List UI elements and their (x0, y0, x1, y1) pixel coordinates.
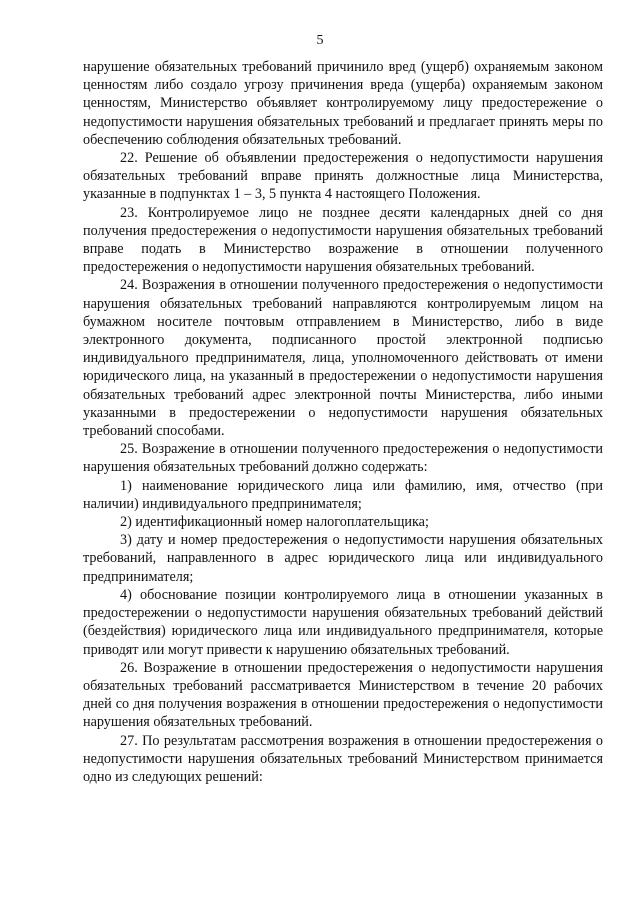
paragraph-continuation: нарушение обязательных требований причинило вред (ущерб) охраняемым законом ценностям либо создало угрозу причинения вреда (ущерба) охраняемым законом ценностям, Министерство объявляет контролируемому лицу предостережение о недопустимости нарушения обязательных требований и предлагает принять меры по обеспечению соблюдения обязательных требований. (83, 59, 603, 148)
paragraph-23: 23. Контролируемое лицо не позднее десяти календарных дней со дня получения предостережения о недопустимости нарушения обязательных требований вправе подать в Министерство возражение в отношении полученного предостережения о недопустимости нарушения обязательных требований. (83, 204, 603, 276)
paragraph-27: 27. По результатам рассмотрения возражения в отношении предостережения о недопустимости нарушения обязательных требований Министерством принимается одно из следующих решений: (83, 732, 603, 785)
subparagraph-25-1: 1) наименование юридического лица или фамилию, имя, отчество (при наличии) индивидуального предпринимателя; (83, 477, 603, 512)
paragraph-25: 25. Возражение в отношении полученного предостережения о недопустимости нарушения обязательных требований должно содержать: (83, 441, 603, 476)
document-body (83, 58, 603, 786)
paragraph-26: 26. Возражение в отношении предостережения о недопустимости нарушения обязательных требований рассматривается Министерством в течение 20 рабочих дней со дня получения возражения в отношении предостережения о недопустимости нарушения обязательных требований. (83, 659, 603, 731)
paragraph-24: 24. Возражения в отношении полученного предостережения о недопустимости нарушения обязательных требований направляются контролируемым лицом на бумажном носителе почтовым отправлением в Министерство, либо в виде электронного документа, подписанного простой электронной подписью индивидуального предпринимателя, лица, уполномоченного действовать от имени юридического лица, на указанный в предостережении о недопустимости нарушения обязательных требований адрес электронной почты Министерства, либо иными указанными в предостережении о недопустимости нарушения обязательных требований способами. (83, 277, 603, 440)
subparagraph-25-3: 3) дату и номер предостережения о недопустимости нарушения обязательных требований, направленного в адрес юридического лица или индивидуального предпринимателя; (83, 532, 603, 585)
subparagraph-25-4: 4) обоснование позиции контролируемого лица в отношении указанных в предостережении о недопустимости нарушения обязательных требований действий (бездействия) юридического лица или индивидуального предпринимателя, которые приводят или могут привести к нарушению обязательных требований. (83, 586, 603, 658)
subparagraph-25-2: 2) идентификационный номер налогоплательщика; (120, 514, 429, 531)
paragraph-22: 22. Решение об объявлении предостережения о недопустимости нарушения обязательных требований вправе принять должностные лица Министерства, указанные в подпунктах 1 – 3, 5 пункта 4 настоящего Положения. (83, 150, 603, 203)
page-number: 5 (316, 33, 324, 48)
